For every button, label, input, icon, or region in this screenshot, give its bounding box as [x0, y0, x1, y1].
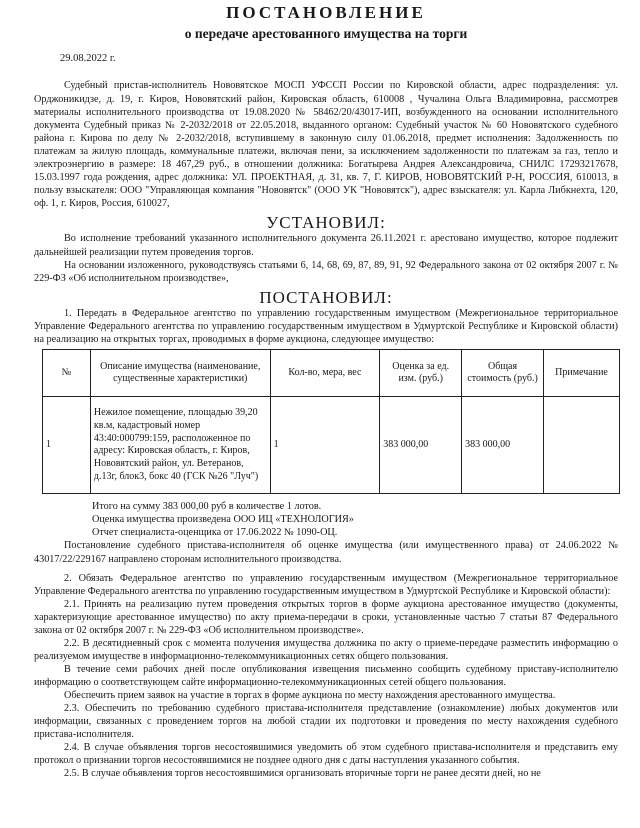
cell-quantity: 1: [270, 397, 380, 494]
document-subtitle: о передаче арестованного имущества на торги: [184, 25, 468, 41]
appraisal-line: Оценка имущества произведена ООО ИЦ «ТЕХНОЛОГИЯ»: [92, 514, 354, 526]
header-total: Общая стоимость (руб.): [462, 350, 544, 397]
document-date: 29.08.2022 г.: [60, 53, 116, 65]
header-unit-price: Оценка за ед. изм. (руб.): [380, 350, 462, 397]
item-2-4: 2.4. В случае объявления торгов несостоявшимися уведомить об этом судебного пристава-исполнителя и представить ему протокол о признании торгов несостоявшимися не позднее одного дня с даты наступления указанного события.: [34, 742, 618, 767]
item-2-3: 2.3. Обеспечить по требованию судебного пристава-исполнителя представление (ознакомление) любых документов или информации, связанных с проведением торгов на любой стадии их подготовки и проведения по месту нахождения судебного пристава-исполнителя.: [34, 703, 618, 741]
item-2-5: 2.5. В случае объявления торгов несостоявшимися организовать вторичные торги не ранее десяти дней, но не: [64, 768, 541, 780]
header-note: Примечание: [544, 350, 620, 397]
cell-unit-price: 383 000,00: [380, 397, 462, 494]
header-number: №: [43, 350, 91, 397]
cell-note: [544, 397, 620, 494]
item-2-1: 2.1. Принять на реализацию путем проведения открытых торгов в форме аукциона арестованное имущество (документы, характеризующие арестованное имущество) по акту приема-передачи в сроки, установленные частью 7 статьи 87 Федерального закона от 02 октября 2007 г. № 229-ФЗ «Об исполнительном производстве».: [34, 598, 618, 636]
item-2: 2. Обязать Федеральное агентство по управлению государственным имуществом (Межрегиональное территориальное Управление Федерального агентства по управлению государственным имуществом в Удмуртской Республике и Кировской области):: [34, 572, 618, 597]
heading-postanovil: ПОСТАНОВИЛ:: [259, 287, 393, 307]
table-header-row: [43, 350, 620, 397]
table-row: [43, 397, 620, 494]
resolution-line: Постановление судебного пристава-исполнителя об оценке имущества (или имущественного права) от 24.06.2022 № 43017/22/229167 направлено сторонам исполнительного производства.: [34, 540, 618, 565]
item-2-2c: Обеспечить прием заявок на участие в торгах в форме аукциона по месту нахождения арестованного имущества.: [64, 690, 556, 701]
cell-number: 1: [43, 397, 91, 494]
document-title: ПОСТАНОВЛЕНИЕ: [226, 3, 426, 22]
header-quantity: Кол-во, мера, вес: [270, 350, 380, 397]
intro-paragraph: Судебный пристав-исполнитель Нововятское МОСП УФССП России по Кировской области, адрес подразделения: ул. Орджоникидзе, д. 19, г. Киров, Нововятский район, Кировская область, 610008 , Чучалина Ольга Владимировна, рассмотрев материалы исполнительного производства от 19.08.2020 № 58462/20/43017-ИП, возбужденного на основании исполнительного документа Судебный приказ № 2-2032/2018 от 22.05.2018, выданного органом: Судебный участок № 60 Нововятского судебного района г. Кирова по делу № 2-2032/2018, вступившему в законную силу 01.06.2018, предмет исполнения: Задолженность по платежам за жилую площадь, коммунальные платежи, включая пени, за исключением задолженности по платежам за газ, тепло и электроэнергию в размере: 18 467,29 руб., в отношении должника: Богатырева Андрея Александровича, СНИЛС 17293217678, 15.03.1997 года рождения, адрес должника: УЛ. ПРОЕКТНАЯ, д. 31, кв. 7, Г. КИРОВ, НОВОВЯТСКИЙ Р-Н, РОССИЯ, 610013, в пользу взыскателя: ООО "Управляющая компания "Нововятск" (ООО УК "Нововятск"), адрес взыскателя: ул. Карла Либкнехта, 120, оф. 1, г. Киров, Россия, 610027,: [34, 80, 618, 209]
document-page: [0, 2, 640, 828]
cell-total: 383 000,00: [462, 397, 544, 494]
ustanovil-paragraph-1: Во исполнение требований указанного исполнительного документа 26.11.2021 г. арестовано имущество, которое подлежит дальнейшей реализации путем проведения торгов.: [34, 233, 618, 258]
heading-ustanovil: УСТАНОВИЛ:: [266, 212, 386, 232]
property-table: [42, 349, 620, 494]
header-description: Описание имущества (наименование, существенные характеристики): [90, 350, 270, 397]
item-2-2: 2.2. В десятидневный срок с момента получения имущества должника по акту о приеме-передаче разместить информацию о реализуемом имуществе в информационно-телекоммуникационных сетях общего пользования.: [34, 637, 618, 662]
report-line: Отчет специалиста-оценщика от 17.06.2022 № 1090-ОЦ.: [92, 527, 338, 539]
item-2-2b: В течение семи рабочих дней после опубликования извещения письменно сообщить судебному приставу-исполнителю информацию о соответствующем сайте информационно-телекоммуникационных сетей общего пользования.: [34, 663, 618, 688]
sum-line: Итого на сумму 383 000,00 руб в количестве 1 лотов.: [92, 501, 322, 513]
item-1: 1. Передать в Федеральное агентство по управлению государственным имуществом (Межрегиональное территориальное Управление Федерального агентства по управлению государственным имуществом в Удмуртской Республике и Кировской области) на реализацию на открытых торгах, проводимых в форме аукциона, следующее имущество:: [34, 308, 618, 346]
ustanovil-paragraph-2: На основании изложенного, руководствуясь статьями 6, 14, 68, 69, 87, 89, 91, 92 Федерального закона от 02 октября 2007 г. № 229-ФЗ «Об исполнительном производстве»,: [34, 259, 618, 284]
cell-description: Нежилое помещение, площадью 39,20 кв.м, кадастровый номер 43:40:000799:159, расположенное по адресу: Кировская область, г. Киров, Нововятский район, ул. Ветеранов, д.13г, блок3, бокс 40 (ГСК №26 "Луч"): [90, 397, 270, 494]
